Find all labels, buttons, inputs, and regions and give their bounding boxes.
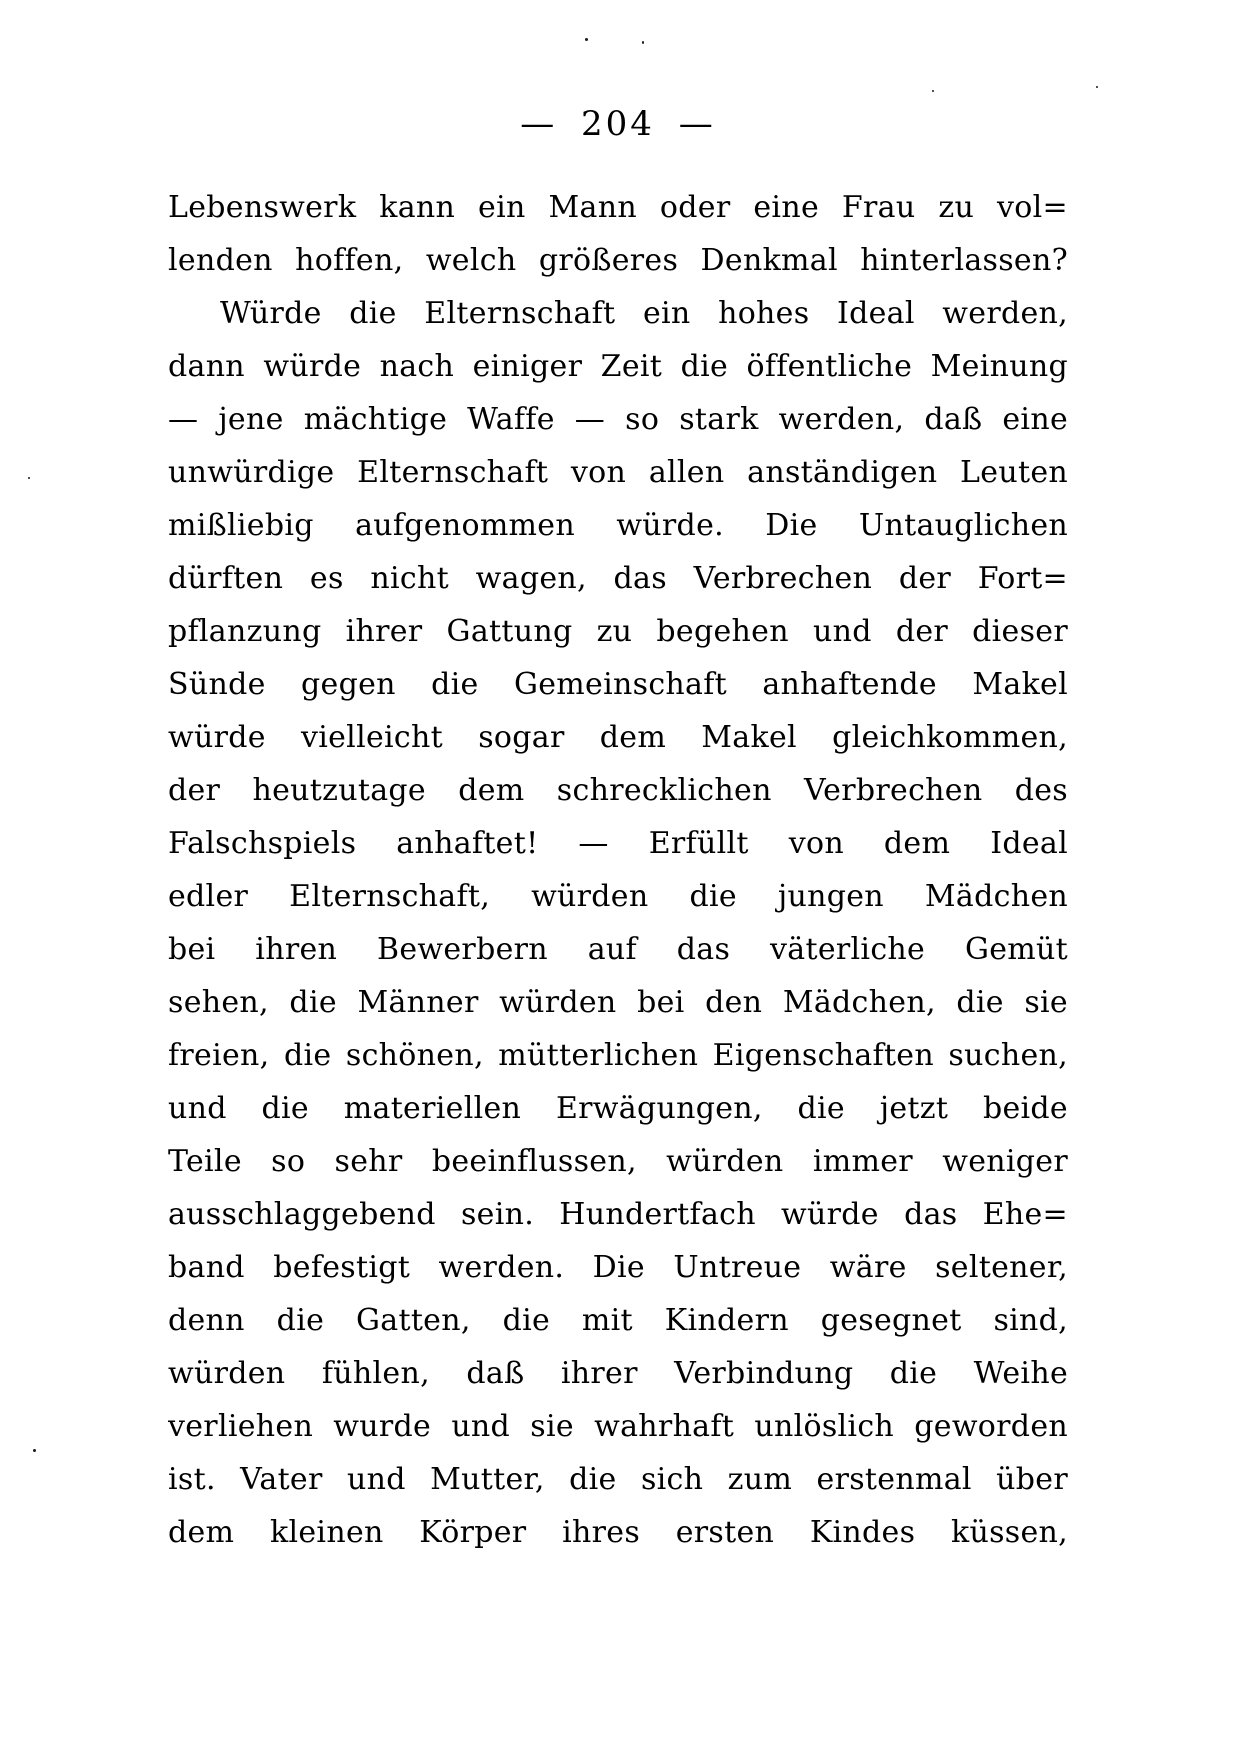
scan-speck [932,90,934,92]
text-line: Teile so sehr beeinflussen, würden immer weniger [168,1144,1068,1179]
text-line: mißliebig aufgenommen würde. Die Untauglichen [168,508,1068,543]
text-line: dürften es nicht wagen, das Verbrechen der Fort= [168,561,1068,596]
text-line: sehen, die Männer würden bei den Mädchen, die sie [168,985,1068,1020]
scan-speck [33,1449,36,1452]
text-line: lenden hoffen, welch größeres Denkmal hinterlassen? [168,243,1068,278]
text-line: denn die Gatten, die mit Kindern gesegnet sind, [168,1303,1068,1338]
scan-speck [28,477,30,479]
text-line: edler Elternschaft, würden die jungen Mädchen [168,879,1068,914]
page-number: — 204 — [520,104,716,144]
text-line: ausschlaggebend sein. Hundertfach würde das Ehe= [168,1197,1068,1232]
text-line: und die materiellen Erwägungen, die jetzt beide [168,1091,1068,1126]
text-line: — jene mächtige Waffe — so stark werden, daß eine [168,402,1068,437]
scan-speck [1096,86,1098,88]
scan-speck [585,38,588,41]
text-line: ist. Vater und Mutter, die sich zum erstenmal über [168,1462,1068,1497]
scan-speck [642,41,644,44]
text-line: dem kleinen Körper ihres ersten Kindes küssen, [168,1515,1068,1550]
text-line: pflanzung ihrer Gattung zu begehen und der dieser [168,614,1068,649]
text-line: verliehen wurde und sie wahrhaft unlöslich geworden [168,1409,1068,1444]
text-line: unwürdige Elternschaft von allen anständigen Leuten [168,455,1068,490]
text-line: bei ihren Bewerbern auf das väterliche Gemüt [168,932,1068,967]
text-line: freien, die schönen, mütterlichen Eigenschaften suchen, [168,1038,1068,1073]
page-text [168,181,1068,1559]
text-line: würden fühlen, daß ihrer Verbindung die Weihe [168,1356,1068,1391]
text-line: Würde die Elternschaft ein hohes Ideal werden, [220,296,1068,331]
text-line: Sünde gegen die Gemeinschaft anhaftende Makel [168,667,1068,702]
text-line: band befestigt werden. Die Untreue wäre seltener, [168,1250,1068,1285]
text-line: Falschspiels anhaftet! — Erfüllt von dem Ideal [168,826,1068,861]
text-line: würde vielleicht sogar dem Makel gleichkommen, [168,720,1068,755]
text-line: der heutzutage dem schrecklichen Verbrechen des [168,773,1068,808]
text-line: Lebenswerk kann ein Mann oder eine Frau zu vol= [168,190,1068,225]
text-line: dann würde nach einiger Zeit die öffentliche Meinung [168,349,1068,384]
